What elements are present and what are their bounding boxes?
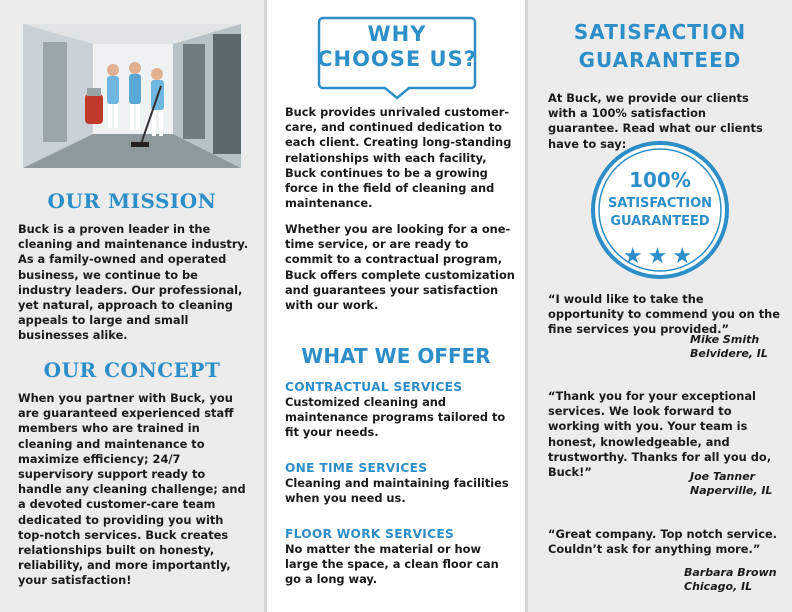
author-name: Barbara Brown (684, 566, 777, 579)
seal-satisfaction-label: SATISFACTION (607, 196, 713, 211)
service-item (285, 380, 517, 441)
why-heading-line1: WHY (367, 22, 427, 46)
author-location: Belvidere, IL (690, 347, 768, 360)
why-heading-line2: CHOOSE US? (317, 47, 477, 71)
middle-panel (264, 0, 528, 612)
star-icon: ★★★ (622, 244, 698, 269)
seal-guaranteed-label: GUARANTEED (610, 214, 710, 229)
what-we-offer-heading: WHAT WE OFFER (301, 344, 491, 368)
cleaning-photo-illustration (23, 24, 241, 168)
our-mission-heading: OUR MISSION (47, 189, 217, 213)
testimonial-author (690, 470, 772, 498)
author-name: Joe Tanner (690, 470, 756, 483)
author-location: Chicago, IL (684, 580, 753, 593)
service-item (285, 527, 517, 588)
satisfaction-heading-line1: SATISFACTION (573, 20, 747, 44)
service-item (285, 461, 517, 506)
testimonial-author (690, 333, 768, 361)
testimonial-quote: “I would like to take the opportunity to commend you on the fine services you provided.” (548, 292, 780, 337)
testimonial-quote: “Great company. Top notch service. Couldn’t ask for anything more.” (548, 527, 778, 557)
why-paragraph-1: Buck provides unrivaled customer-care, and continued dedication to each client. Creating long-standing relationships with each facility, Buck continues to be a growing force in the field of cleaning and maintenance. (285, 105, 512, 211)
author-location: Naperville, IL (690, 484, 773, 497)
concept-paragraph: When you partner with Buck, you are guaranteed experienced staff members who are trained in cleaning and maintenance to maximize efficiency; 24/7 supervisory support ready to handle any cleaning challenge; and a devoted customer-care team dedicated to providing you with top-notch services. Buck creates relationships built on honesty, reliability, and more importantly, your satisfaction! (18, 391, 246, 588)
testimonial-author (684, 566, 777, 594)
service-title: CONTRACTUAL SERVICES (285, 380, 463, 394)
cleaning-staff-photo (23, 24, 241, 168)
our-concept-heading: OUR CONCEPT (43, 358, 221, 382)
right-panel (528, 0, 792, 612)
seal-percentage: 100% (629, 168, 691, 192)
service-title: FLOOR WORK SERVICES (285, 527, 455, 541)
service-title: ONE TIME SERVICES (285, 461, 428, 475)
satisfaction-intro: At Buck, we provide our clients with a 100% satisfaction guarantee. Read what our clients have to say: (548, 91, 763, 151)
satisfaction-heading-line2: GUARANTEED (578, 48, 742, 72)
service-description: Customized cleaning and maintenance programs tailored to fit your needs. (285, 395, 506, 440)
testimonial-quote: “Thank you for your exceptional services. We look forward to working with you. Your team is honest, knowledgeable, and trustworthy. Thanks for all you do, Buck!” (548, 389, 772, 480)
why-paragraph-2: Whether you are looking for a one-time service, or are ready to commit to a contractual program, Buck offers complete customization and guarantees your satisfaction with our work. (285, 222, 515, 313)
left-panel (0, 0, 264, 612)
service-description: No matter the material or how large the space, a clean floor can go a long way. (285, 542, 499, 587)
mission-paragraph: Buck is a proven leader in the cleaning and maintenance industry. As a family-owned and operated business, we continue to be industry leaders. Our professional, yet natural, approach to cleaning appeals to large and small businesses alike. (18, 222, 249, 343)
service-description: Cleaning and maintaining facilities when you need us. (285, 476, 509, 506)
author-name: Mike Smith (690, 333, 760, 346)
